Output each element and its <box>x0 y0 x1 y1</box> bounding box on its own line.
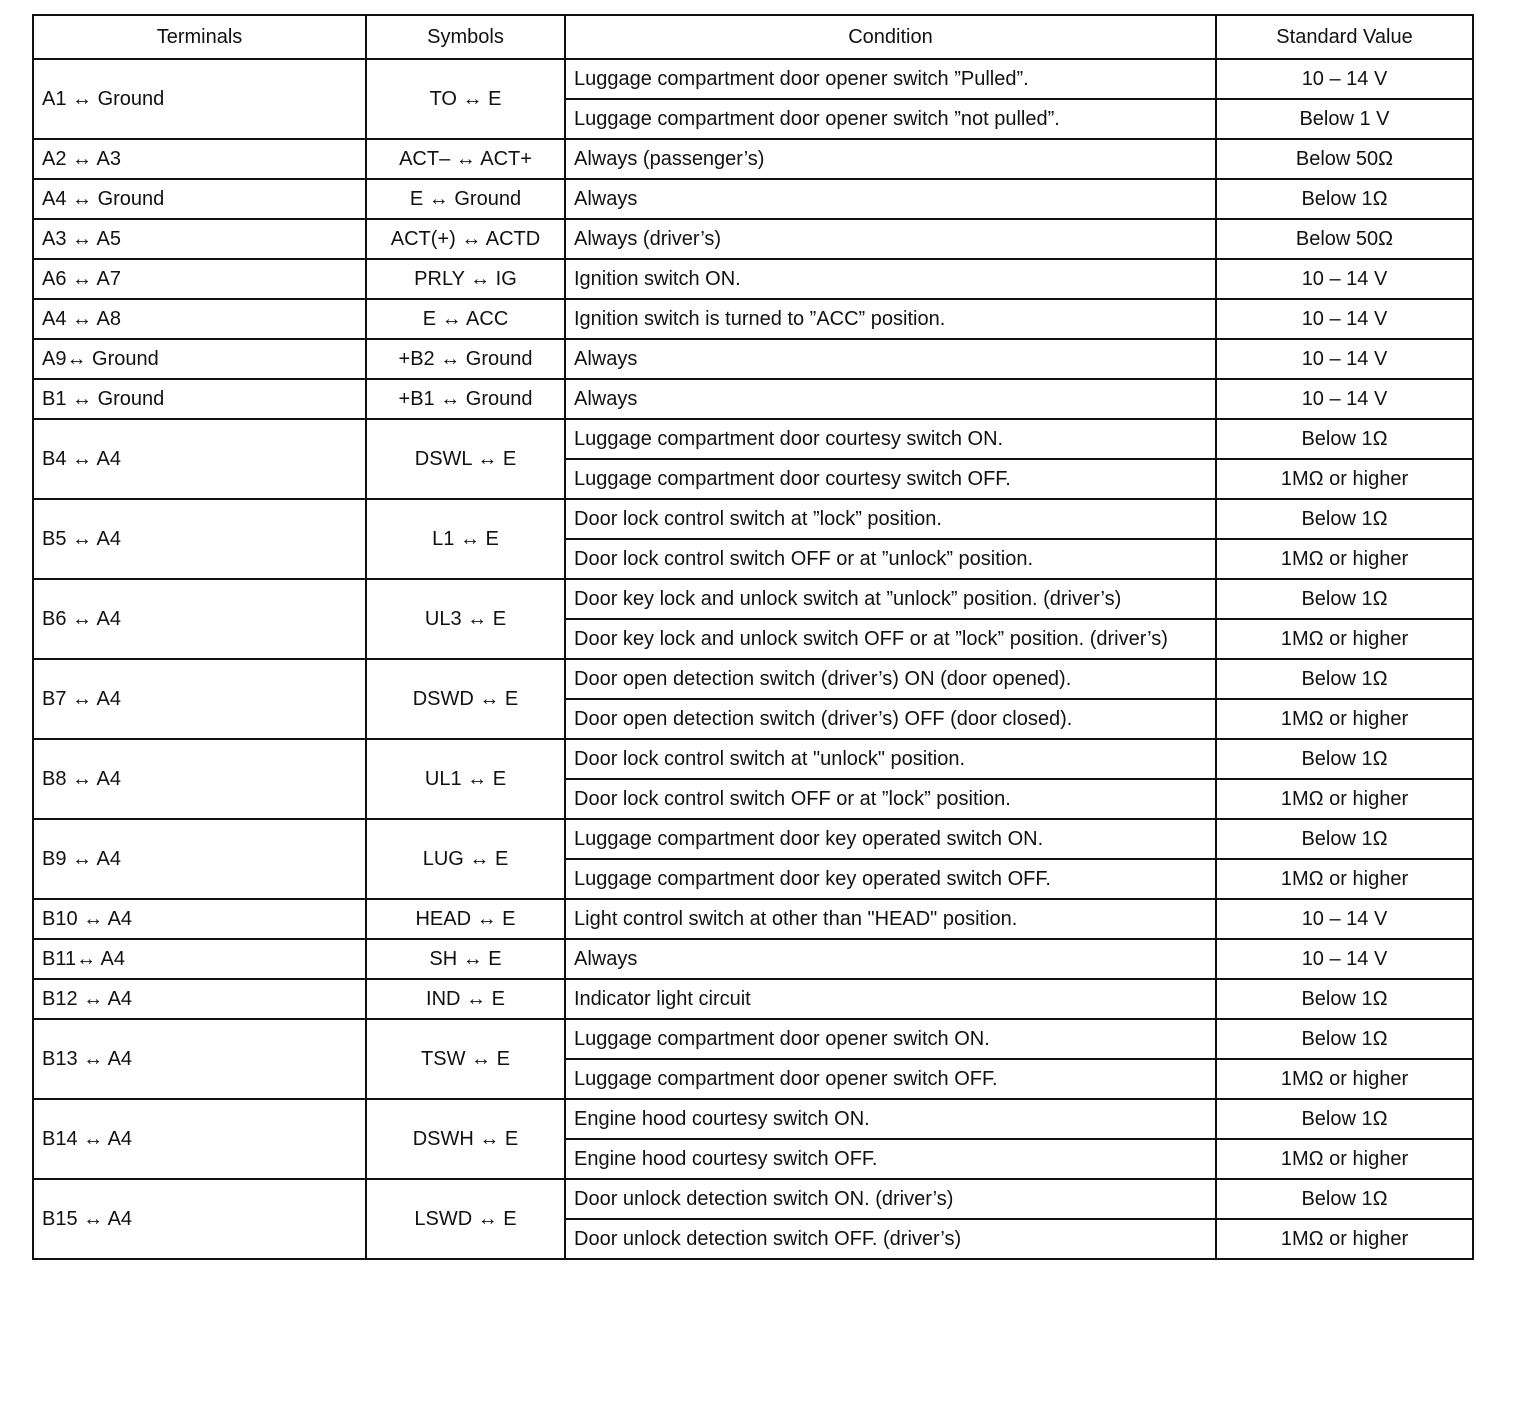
symbols-cell: +B1 ↔ Ground <box>366 379 565 419</box>
terminals-cell: A4 ↔ A8 <box>33 299 366 339</box>
standard-value-cell: Below 1Ω <box>1216 1019 1473 1059</box>
condition-cell: Door lock control switch OFF or at ”lock” position. <box>565 779 1216 819</box>
standard-value-cell: 10 – 14 V <box>1216 299 1473 339</box>
standard-value-cell: Below 1 V <box>1216 99 1473 139</box>
terminals-cell: B1 ↔ Ground <box>33 379 366 419</box>
standard-value-cell: 1MΩ or higher <box>1216 459 1473 499</box>
standard-value-cell: 1MΩ or higher <box>1216 779 1473 819</box>
table-row <box>33 219 1473 259</box>
terminals-cell: A2 ↔ A3 <box>33 139 366 179</box>
standard-value-cell: 1MΩ or higher <box>1216 1219 1473 1259</box>
terminals-cell: A1 ↔ Ground <box>33 59 366 139</box>
symbols-cell: LUG ↔ E <box>366 819 565 899</box>
table-row <box>33 979 1473 1019</box>
terminals-cell: B5 ↔ A4 <box>33 499 366 579</box>
condition-cell: Ignition switch is turned to ”ACC” position. <box>565 299 1216 339</box>
condition-cell: Door key lock and unlock switch at ”unlock” position. (driver’s) <box>565 579 1216 619</box>
symbols-cell: E ↔ Ground <box>366 179 565 219</box>
condition-cell: Luggage compartment door key operated switch ON. <box>565 819 1216 859</box>
condition-cell: Light control switch at other than "HEAD" position. <box>565 899 1216 939</box>
condition-cell: Indicator light circuit <box>565 979 1216 1019</box>
symbols-cell: TSW ↔ E <box>366 1019 565 1099</box>
terminals-cell: B8 ↔ A4 <box>33 739 366 819</box>
symbols-cell: UL3 ↔ E <box>366 579 565 659</box>
symbols-cell: L1 ↔ E <box>366 499 565 579</box>
condition-cell: Always (passenger’s) <box>565 139 1216 179</box>
table-row <box>33 1099 1473 1139</box>
standard-value-cell: Below 1Ω <box>1216 499 1473 539</box>
terminals-cell: B9 ↔ A4 <box>33 819 366 899</box>
condition-cell: Door lock control switch at ”lock” position. <box>565 499 1216 539</box>
symbols-cell: E ↔ ACC <box>366 299 565 339</box>
symbols-cell: ACT(+) ↔ ACTD <box>366 219 565 259</box>
condition-cell: Always <box>565 179 1216 219</box>
table-row <box>33 939 1473 979</box>
condition-cell: Luggage compartment door key operated switch OFF. <box>565 859 1216 899</box>
table-row <box>33 739 1473 779</box>
condition-cell: Door open detection switch (driver’s) ON (door opened). <box>565 659 1216 699</box>
table-row <box>33 59 1473 99</box>
standard-value-cell: 10 – 14 V <box>1216 59 1473 99</box>
table-row <box>33 1019 1473 1059</box>
symbols-cell: DSWH ↔ E <box>366 1099 565 1179</box>
standard-value-cell: Below 1Ω <box>1216 1099 1473 1139</box>
standard-value-cell: 10 – 14 V <box>1216 339 1473 379</box>
standard-value-cell: Below 1Ω <box>1216 659 1473 699</box>
condition-cell: Luggage compartment door courtesy switch OFF. <box>565 459 1216 499</box>
standard-value-cell: Below 50Ω <box>1216 139 1473 179</box>
table-row <box>33 579 1473 619</box>
standard-value-cell: Below 1Ω <box>1216 739 1473 779</box>
condition-cell: Always (driver’s) <box>565 219 1216 259</box>
standard-value-cell: Below 1Ω <box>1216 179 1473 219</box>
standard-value-cell: 1MΩ or higher <box>1216 1139 1473 1179</box>
symbols-cell: ACT– ↔ ACT+ <box>366 139 565 179</box>
terminals-cell: B4 ↔ A4 <box>33 419 366 499</box>
symbols-cell: SH ↔ E <box>366 939 565 979</box>
standard-value-cell: 10 – 14 V <box>1216 379 1473 419</box>
standard-value-cell: Below 1Ω <box>1216 979 1473 1019</box>
standard-value-cell: 1MΩ or higher <box>1216 859 1473 899</box>
table-row <box>33 899 1473 939</box>
header-symbols: Symbols <box>366 15 565 59</box>
terminals-cell: A4 ↔ Ground <box>33 179 366 219</box>
table-row <box>33 179 1473 219</box>
terminals-cell: B11↔ A4 <box>33 939 366 979</box>
condition-cell: Always <box>565 339 1216 379</box>
condition-cell: Door lock control switch at "unlock" position. <box>565 739 1216 779</box>
table-row <box>33 419 1473 459</box>
standard-value-cell: Below 1Ω <box>1216 579 1473 619</box>
header-terminals: Terminals <box>33 15 366 59</box>
table-row <box>33 259 1473 299</box>
standard-value-cell: 1MΩ or higher <box>1216 699 1473 739</box>
standard-value-cell: Below 1Ω <box>1216 819 1473 859</box>
standard-value-cell: Below 1Ω <box>1216 1179 1473 1219</box>
symbols-cell: PRLY ↔ IG <box>366 259 565 299</box>
condition-cell: Luggage compartment door opener switch OFF. <box>565 1059 1216 1099</box>
symbols-cell: HEAD ↔ E <box>366 899 565 939</box>
standard-value-cell: 1MΩ or higher <box>1216 619 1473 659</box>
condition-cell: Luggage compartment door courtesy switch ON. <box>565 419 1216 459</box>
header-standard-value: Standard Value <box>1216 15 1473 59</box>
terminals-cell: A9↔ Ground <box>33 339 366 379</box>
symbols-cell: +B2 ↔ Ground <box>366 339 565 379</box>
symbols-cell: UL1 ↔ E <box>366 739 565 819</box>
terminals-cell: B12 ↔ A4 <box>33 979 366 1019</box>
condition-cell: Luggage compartment door opener switch ”not pulled”. <box>565 99 1216 139</box>
table-row <box>33 339 1473 379</box>
terminals-cell: B6 ↔ A4 <box>33 579 366 659</box>
standard-value-cell: 10 – 14 V <box>1216 899 1473 939</box>
table-row <box>33 1179 1473 1219</box>
condition-cell: Luggage compartment door opener switch ON. <box>565 1019 1216 1059</box>
symbols-cell: TO ↔ E <box>366 59 565 139</box>
condition-cell: Engine hood courtesy switch OFF. <box>565 1139 1216 1179</box>
table-row <box>33 659 1473 699</box>
terminals-cell: B13 ↔ A4 <box>33 1019 366 1099</box>
condition-cell: Door unlock detection switch ON. (driver’s) <box>565 1179 1216 1219</box>
symbols-cell: DSWL ↔ E <box>366 419 565 499</box>
condition-cell: Door lock control switch OFF or at ”unlock” position. <box>565 539 1216 579</box>
symbols-cell: LSWD ↔ E <box>366 1179 565 1259</box>
condition-cell: Door unlock detection switch OFF. (driver’s) <box>565 1219 1216 1259</box>
table-row <box>33 499 1473 539</box>
table-body <box>33 59 1473 1259</box>
standard-value-cell: Below 50Ω <box>1216 219 1473 259</box>
condition-cell: Door key lock and unlock switch OFF or at ”lock” position. (driver’s) <box>565 619 1216 659</box>
terminals-cell: A6 ↔ A7 <box>33 259 366 299</box>
condition-cell: Door open detection switch (driver’s) OFF (door closed). <box>565 699 1216 739</box>
condition-cell: Luggage compartment door opener switch ”Pulled”. <box>565 59 1216 99</box>
terminals-cell: B15 ↔ A4 <box>33 1179 366 1259</box>
standard-value-cell: 10 – 14 V <box>1216 259 1473 299</box>
terminal-spec-table <box>32 14 1474 1260</box>
symbols-cell: IND ↔ E <box>366 979 565 1019</box>
terminals-cell: A3 ↔ A5 <box>33 219 366 259</box>
terminals-cell: B10 ↔ A4 <box>33 899 366 939</box>
condition-cell: Ignition switch ON. <box>565 259 1216 299</box>
standard-value-cell: 1MΩ or higher <box>1216 1059 1473 1099</box>
table-row <box>33 139 1473 179</box>
condition-cell: Always <box>565 379 1216 419</box>
header-condition: Condition <box>565 15 1216 59</box>
header-row <box>33 15 1473 59</box>
standard-value-cell: 10 – 14 V <box>1216 939 1473 979</box>
terminals-cell: B7 ↔ A4 <box>33 659 366 739</box>
condition-cell: Engine hood courtesy switch ON. <box>565 1099 1216 1139</box>
table-row <box>33 379 1473 419</box>
standard-value-cell: Below 1Ω <box>1216 419 1473 459</box>
condition-cell: Always <box>565 939 1216 979</box>
symbols-cell: DSWD ↔ E <box>366 659 565 739</box>
standard-value-cell: 1MΩ or higher <box>1216 539 1473 579</box>
table-row <box>33 819 1473 859</box>
table-row <box>33 299 1473 339</box>
terminals-cell: B14 ↔ A4 <box>33 1099 366 1179</box>
